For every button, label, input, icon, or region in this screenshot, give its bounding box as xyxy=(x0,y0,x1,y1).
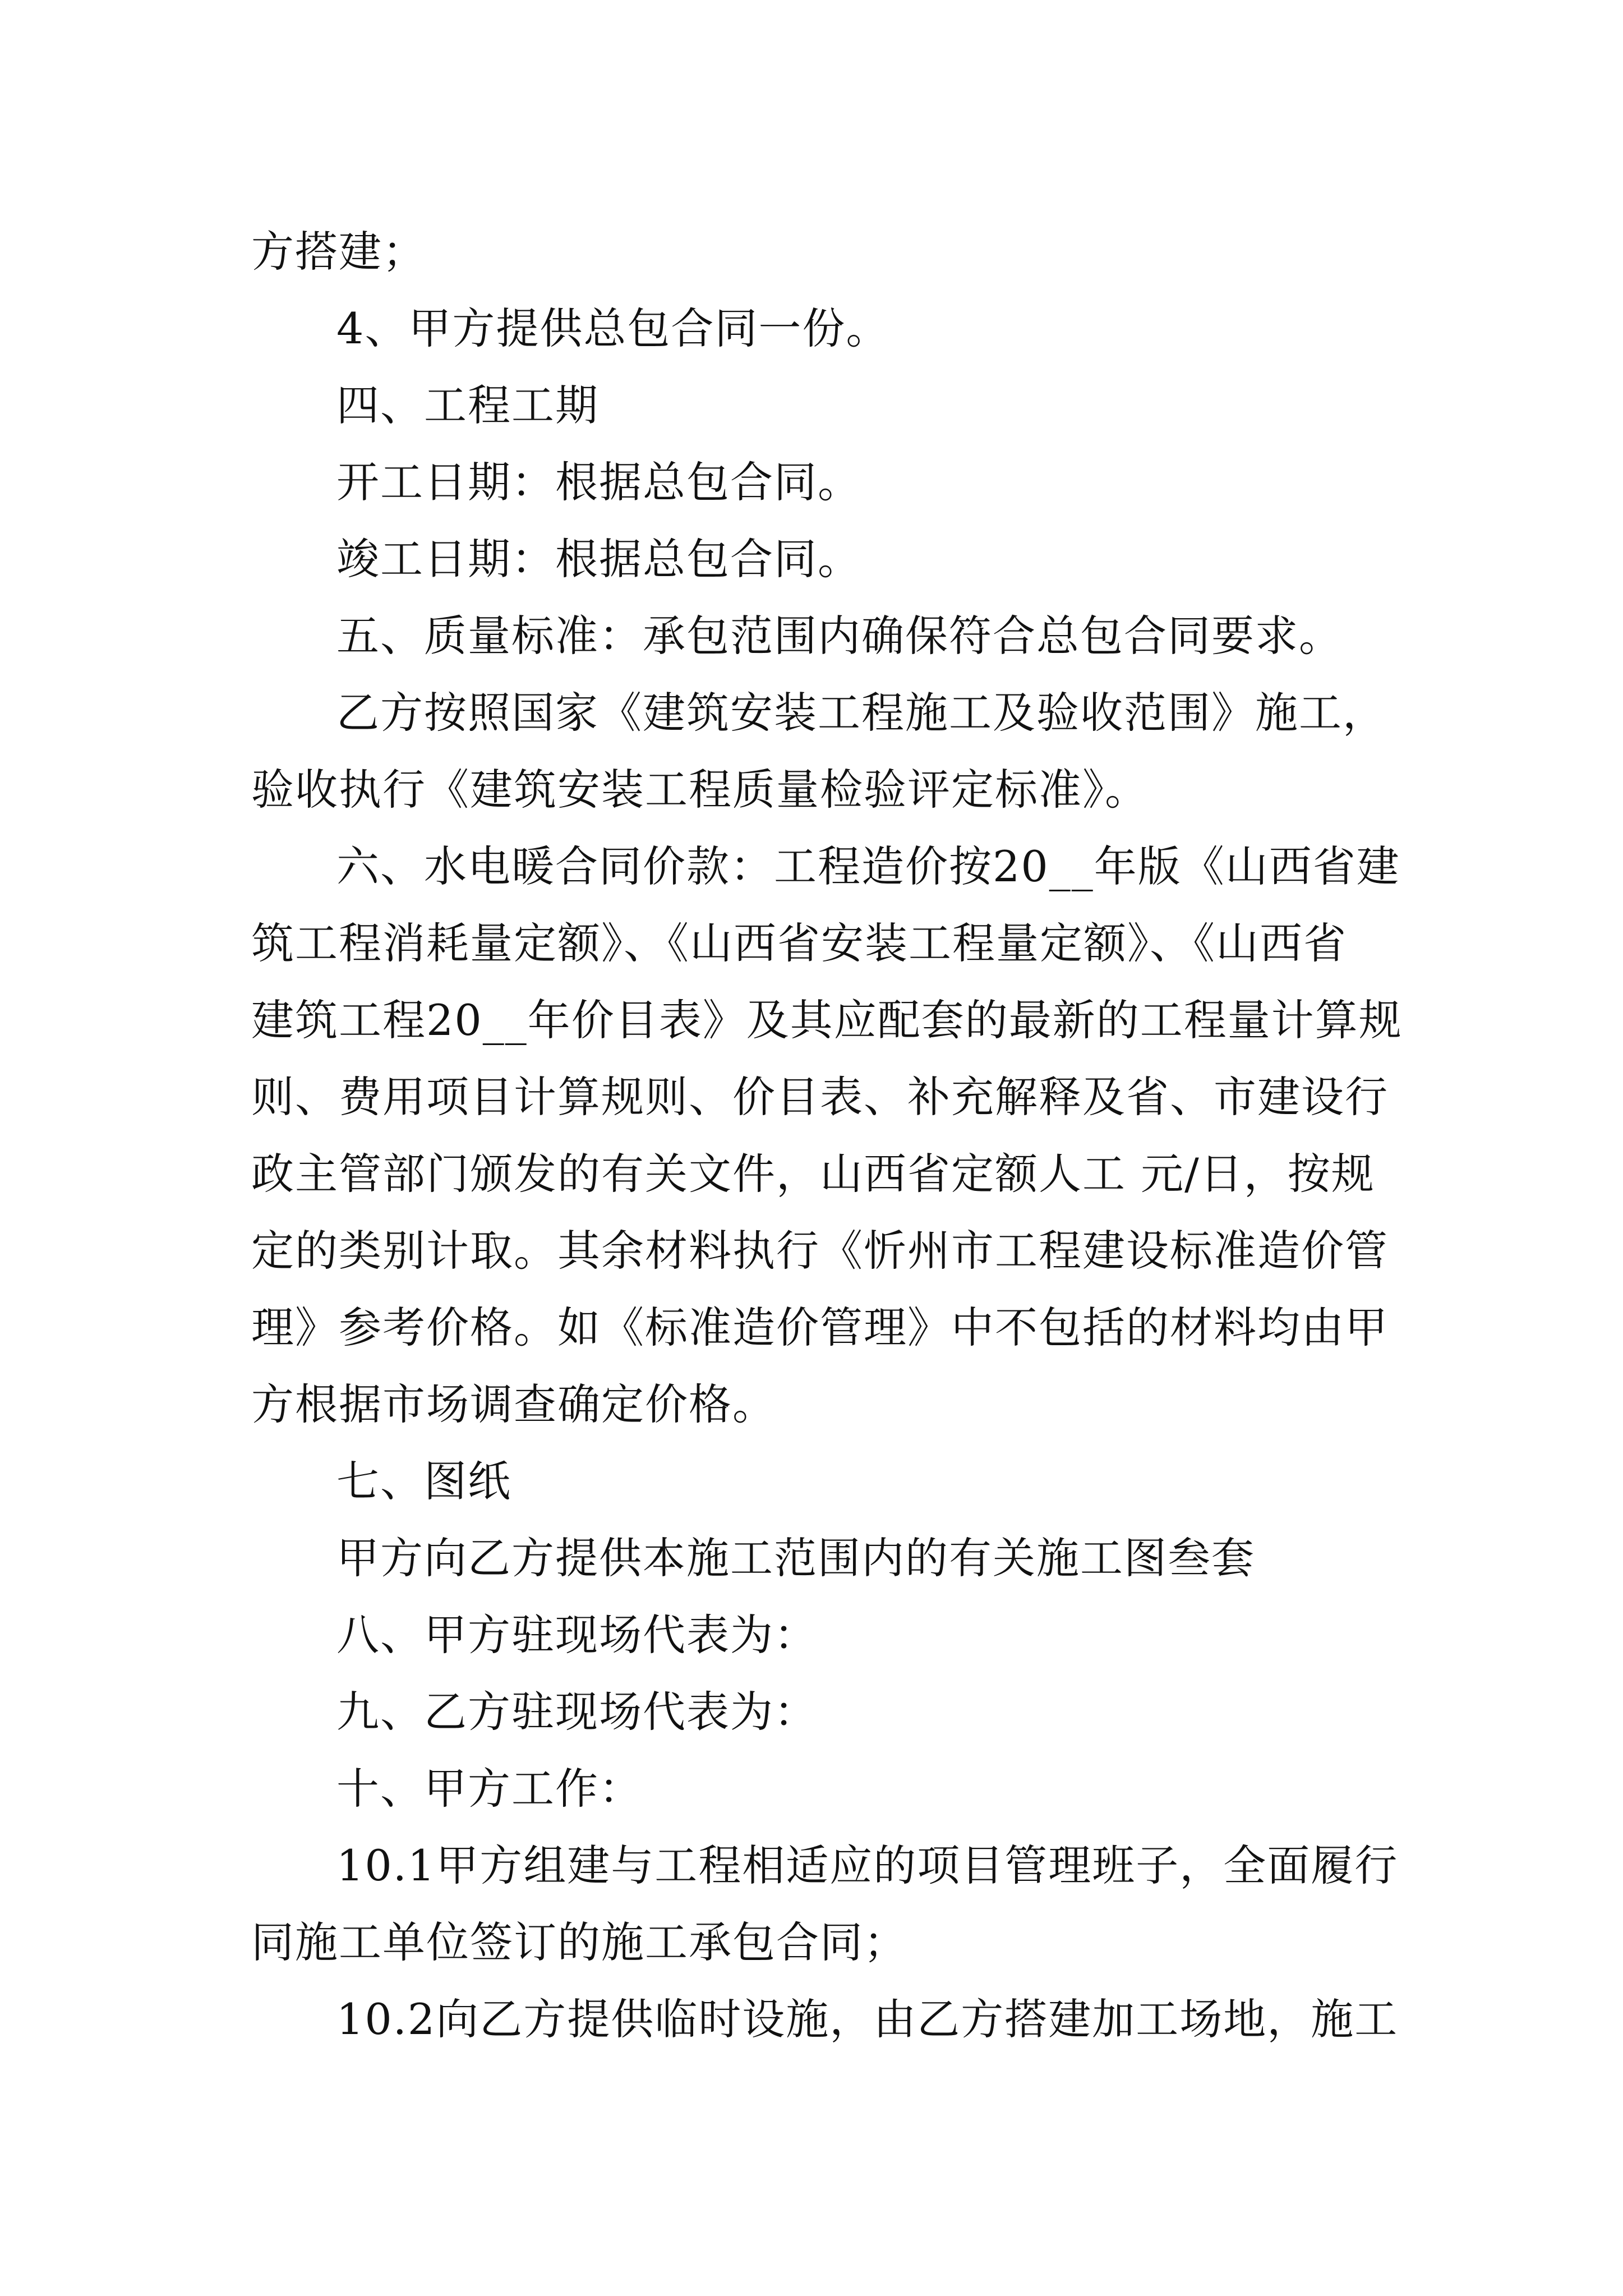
section-heading-5: 五、质量标准：承包范围内确保符合总包合同要求。 xyxy=(336,611,1343,661)
text-line-13: 政主管部门颁发的有关文件，山西省定额人工 元/日，按规 xyxy=(251,1149,1375,1199)
text-line-15: 理》参考价格。如《标准造价管理》中不包括的材料均由甲 xyxy=(251,1303,1389,1352)
document-body xyxy=(251,213,1403,2058)
text-line-7: 乙方按照国家《建筑安装工程施工及验收范围》施工， xyxy=(336,688,1386,738)
text-line-11: 建筑工程20__年价目表》及其应配套的最新的工程量计算规 xyxy=(251,995,1403,1045)
text-line-23: 同施工单位签订的施工承包合同； xyxy=(251,1917,907,1967)
clause-10-1: 10.1甲方组建与工程相适应的项目管理班子，全面履行 xyxy=(336,1841,1399,1890)
section-heading-10: 十、甲方工作： xyxy=(336,1764,643,1814)
text-line-16: 方根据市场调查确定价格。 xyxy=(251,1379,776,1429)
section-heading-9: 九、乙方驻现场代表为： xyxy=(336,1687,818,1737)
section-heading-4: 四、工程工期 xyxy=(336,380,599,430)
text-line-2: 4、甲方提供总包合同一份。 xyxy=(336,303,890,353)
text-line-14: 定的类别计取。其余材料执行《忻州市工程建设标准造价管 xyxy=(251,1226,1389,1276)
text-line-8: 验收执行《建筑安装工程质量检验评定标准》。 xyxy=(251,765,1149,815)
clause-10-2: 10.2向乙方提供临时设施，由乙方搭建加工场地，施工 xyxy=(336,1994,1399,2044)
section-heading-6: 六、水电暖合同价款：工程造价按20__年版《山西省建 xyxy=(336,841,1400,891)
section-heading-8: 八、甲方驻现场代表为： xyxy=(336,1610,818,1660)
text-line-1: 方搭建； xyxy=(251,227,426,277)
section-heading-7: 七、图纸 xyxy=(336,1456,511,1506)
text-line-completion-date: 竣工日期：根据总包合同。 xyxy=(336,534,861,584)
text-line-10: 筑工程消耗量定额》、《山西省安装工程量定额》、《山西省 xyxy=(251,918,1347,968)
text-line-start-date: 开工日期：根据总包合同。 xyxy=(336,457,861,507)
text-line-18: 甲方向乙方提供本施工范围内的有关施工图叁套 xyxy=(336,1533,1255,1583)
text-line-12: 则、费用项目计算规则、价目表、补充解释及省、市建设行 xyxy=(251,1072,1389,1122)
